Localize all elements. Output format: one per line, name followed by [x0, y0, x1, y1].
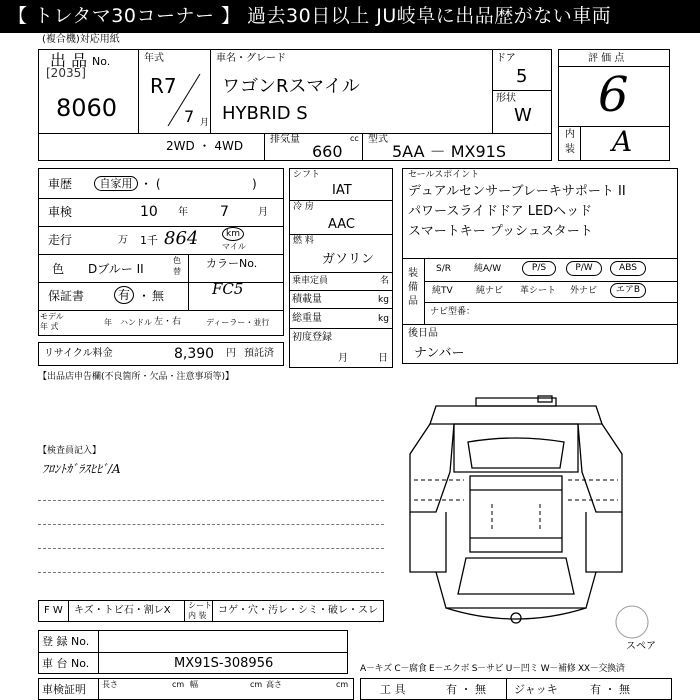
lot-sub-number: [2035]	[46, 66, 86, 80]
color-no-value: FC5	[212, 280, 244, 298]
inspection-year: 10	[140, 204, 158, 220]
model-row-label-1: モデル	[40, 312, 64, 321]
inspection-year-unit: 年	[178, 207, 188, 218]
model-row-year-unit: 年	[104, 318, 112, 327]
fw-label: F W	[44, 605, 63, 616]
spare-tire-icon	[614, 604, 650, 640]
mileage-unit-mile: マイル	[222, 242, 246, 251]
interior-label-1: 内	[565, 129, 575, 140]
car-name: ワゴンRスマイル	[222, 76, 360, 97]
model-value: 5AA － MX91S	[392, 142, 506, 161]
color-change-2: 替	[173, 267, 181, 276]
spare-label: スペア	[626, 641, 656, 652]
doors-label: ドア	[496, 53, 516, 64]
chassis-value: MX91S-308956	[174, 656, 274, 671]
aircon-value: AAC	[328, 217, 355, 232]
displacement-unit: cc	[350, 134, 359, 143]
first-reg-label: 初度登録	[292, 332, 332, 343]
car-damage-diagram	[406, 394, 626, 634]
warranty-label: 保証書	[48, 289, 85, 303]
selling-point-1: デュアルセンサーブレーキサポート II	[408, 184, 626, 199]
shift-value: IAT	[332, 183, 352, 198]
color-value: Dブルー II	[88, 262, 144, 276]
selling-point-2: パワースライドドア LEDヘッド	[408, 204, 593, 219]
equip-navi: 純ナビ	[476, 286, 504, 296]
recycle-note: 預託済	[244, 348, 274, 359]
jack-label: ジャッキ	[514, 683, 558, 696]
lot-no-label: No.	[92, 55, 111, 68]
tools-label: 工 具	[380, 683, 406, 696]
model-row-lr: 左・右	[154, 317, 182, 327]
selling-points-label: セールスポイント	[408, 170, 480, 180]
after-day-label: 後日品	[408, 328, 438, 339]
banner-title: 【 トレタマ30コーナー 】 過去30日以上 JU岐阜に出品歴がない車両	[0, 0, 700, 33]
first-reg-day: 日	[378, 353, 388, 364]
load-unit: kg	[378, 295, 389, 305]
recycle-label: リサイクル料金	[44, 348, 113, 359]
equipment-label-3: 品	[408, 296, 418, 307]
dimensions-label: 車検証明	[42, 683, 86, 696]
equip-leather: 革シート	[520, 286, 557, 296]
inspection-month: 7	[220, 204, 229, 220]
tools-value: 有 ・ 無	[446, 683, 486, 696]
recycle-value: 8,390	[174, 346, 215, 362]
shape-label: 形状	[496, 93, 516, 104]
equip-pw: P/W	[566, 261, 602, 276]
equipment-label-2: 備	[408, 282, 418, 293]
displacement-label: 排気量	[270, 134, 300, 145]
equip-abs: ABS	[610, 261, 646, 276]
fuel-label: 燃 料	[293, 236, 314, 246]
year-month: 7	[184, 107, 195, 126]
color-label: 色	[52, 262, 65, 276]
equip-alloy: 純A/W	[474, 264, 502, 274]
seat-label-1: シート	[188, 601, 212, 610]
model-row-dealer: ディーラー・並行	[206, 318, 270, 327]
mileage-label: 走行	[48, 233, 73, 247]
damage-legend: A－キズ C－腐食 E－エクボ S－サビ U－凹ミ W－補修 XX－交換済	[360, 664, 625, 674]
after-day-value: ナンバー	[414, 346, 465, 361]
history-close: )	[252, 177, 257, 191]
gross-unit: kg	[378, 314, 389, 324]
seat-label-2: 内 装	[188, 611, 207, 620]
aircon-label: 冷 房	[293, 202, 314, 212]
displacement-value: 660	[312, 142, 343, 161]
recycle-unit: 円	[226, 348, 236, 359]
doors-value: 5	[516, 66, 528, 87]
load-label: 積載量	[292, 294, 322, 305]
seat-items: コゲ・穴・汚レ・シミ・破レ・スレ	[218, 605, 378, 616]
interior-value: A	[612, 125, 633, 158]
mileage-man: 万	[118, 235, 128, 246]
score-label: 評 価 点	[588, 53, 625, 64]
mileage-unit-km: km	[222, 227, 244, 241]
chassis-label: 車 台 No.	[42, 657, 90, 670]
inspector-note: ﾌﾛﾝﾄｶﾞﾗｽﾋﾋﾞ/A	[42, 462, 121, 476]
inspection-label: 車検	[48, 205, 73, 219]
inspection-month-unit: 月	[258, 207, 268, 218]
selling-point-3: スマートキー プッシュスタート	[408, 224, 593, 239]
color-no-label: カラーNo.	[206, 257, 258, 270]
history-value: 自家用	[94, 176, 138, 191]
warranty-no: 無	[152, 289, 165, 303]
dim-length-label: 長さ	[102, 680, 118, 689]
equip-ext-navi: 外ナビ	[570, 286, 598, 296]
interior-label-2: 装	[565, 144, 575, 155]
jack-value: 有 ・ 無	[590, 683, 630, 696]
lot-label: 出 品	[50, 51, 88, 70]
equip-airbag: エアB	[610, 283, 646, 298]
dim-width-unit: cm	[250, 680, 263, 689]
model-row-label-2: 年 式	[40, 322, 59, 331]
mileage-value: 864	[164, 228, 199, 249]
score-value: 6	[598, 67, 629, 123]
car-grade: HYBRID S	[222, 103, 308, 124]
shift-label: シフト	[293, 170, 321, 180]
year-era: R7	[150, 74, 177, 98]
car-label: 車名・グレード	[216, 53, 286, 64]
warranty-sep: ・	[138, 289, 151, 303]
seller-notes-label: 【出品店申告欄(不良箇所・欠品・注意事項等)】	[38, 372, 235, 382]
dim-length-unit: cm	[172, 680, 185, 689]
color-change-1: 色	[173, 256, 181, 265]
dim-height-label: 高さ	[266, 680, 282, 689]
fw-items: キズ・トビ石・割レX	[74, 605, 171, 616]
fuel-value: ガソリン	[322, 252, 375, 267]
dim-height-unit: cm	[336, 680, 349, 689]
dim-width-label: 幅	[190, 680, 198, 689]
equip-navi-model: ナビ型番：	[430, 307, 476, 317]
equipment-label-1: 装	[408, 268, 418, 279]
equip-tv: 純TV	[432, 286, 453, 296]
registration-label: 登 録 No.	[42, 635, 90, 648]
first-reg-month: 月	[338, 353, 348, 364]
history-suffix: ・ (	[140, 177, 161, 191]
equip-ps: P/S	[522, 261, 556, 276]
model-row-handle: ハンドル	[120, 318, 152, 327]
model-label: 型式	[368, 134, 388, 145]
doc-note: (複合機)対応用紙	[42, 34, 120, 45]
shape-value: W	[514, 105, 532, 126]
history-label: 車歴	[48, 177, 73, 191]
inspector-label: 【検査員記入】	[38, 446, 102, 456]
year-month-unit: 月	[200, 118, 210, 128]
capacity-label: 乗車定員	[292, 276, 329, 286]
equip-sr: S/R	[436, 264, 451, 274]
year-label: 年式	[144, 53, 164, 64]
mileage-sen: 1千	[140, 234, 158, 247]
drive-options: 2WD ・ 4WD	[166, 139, 244, 153]
capacity-unit: 名	[380, 276, 390, 286]
lot-number: 8060	[56, 94, 118, 122]
gross-label: 総重量	[292, 313, 322, 324]
warranty-yes: 有	[114, 286, 134, 304]
